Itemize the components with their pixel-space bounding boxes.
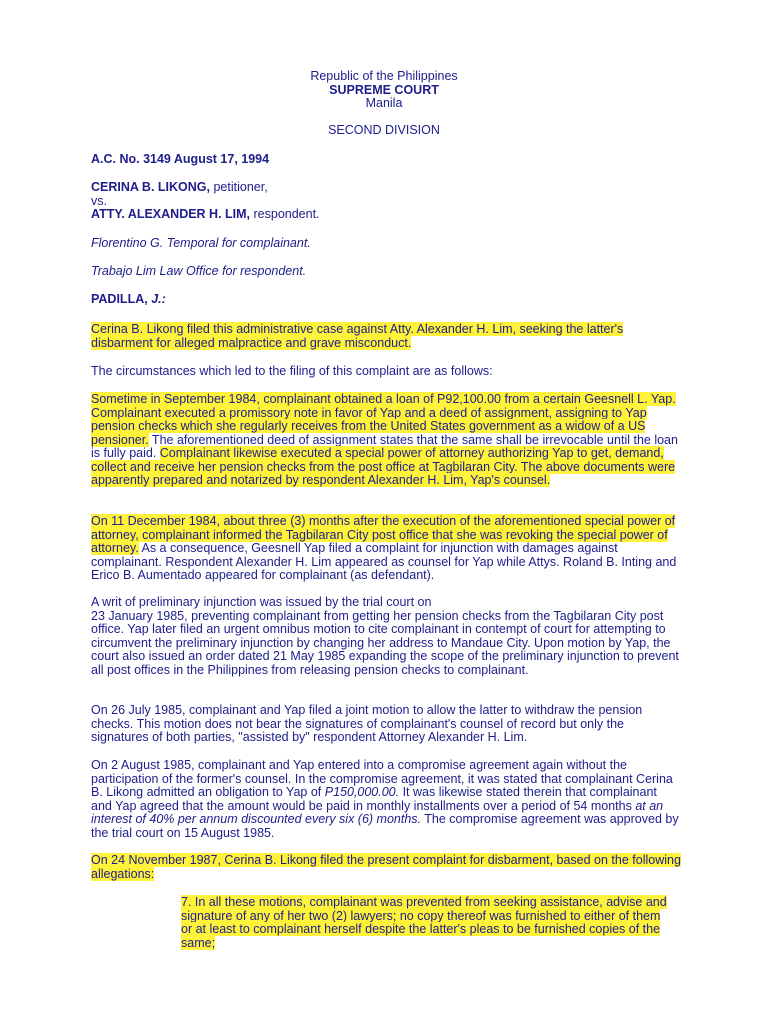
paragraph-5-rest: 23 January 1985, preventing complainant from getting her pension checks from the Tagbilaran City post office. Yap later filed an urgent omnibus motion to cite complainant in contempt of court for attempting to circumvent the preliminary injunction by changing her address to Mandaue City. Upon motion by Yap, the court also issued an order dated 21 May 1985 expanding the scope of the preliminary injunction to prevent all post offices in the Philippines from releasing pension checks to complainant. [91,608,679,677]
paragraph-3: Sometime in September 1984, complainant obtained a loan of P92,100.00 from a certain Geesnell L. Yap. Complainant executed a promissory note in favor of Yap and a deed of assignment, assigning to Yap pension checks which she regularly receives from the United States government as a widow of a US pensioner. The aforementioned deed of assignment states that the same shall be irrevocable until the loan is fully paid. Complainant likewise executed a special power of attorney authorizing Yap to get, demand, collect and receive her pension checks from the post office at Tagbilaran City. The above documents were apparently prepared and notarized by respondent Alexander H. Lim, Yap's counsel. [91,392,678,487]
paragraph-5 [91,596,681,677]
counsel-respondent: Trabajo Lim Law Office for respondent. [91,264,307,278]
paragraph-7: On 2 August 1985, complainant and Yap entered into a compromise agreement again without the participation of the former's counsel. In the compromise agreement, it was stated that complainant Cerina B. Likong admitted an obligation to Yap of P150,000.00. It was likewise stated therein that complainant and Yap agreed that the amount would be paid in monthly installments over a period of 54 months at an interest of 40% per annum discounted every six (6) months. The compromise agreement was approved by the trial court on 15 August 1985. [91,758,679,840]
petitioner-name: CERINA B. LIKONG, [91,180,210,194]
respondent-name: ATTY. ALEXANDER H. LIM, [91,207,251,221]
respondent-line [91,208,681,222]
paragraph-8: On 24 November 1987, Cerina B. Likong filed the present complaint for disbarment, based on the following allegations: [91,853,681,881]
paragraph-5-first-line: A writ of preliminary injunction was issued by the trial court on [91,595,432,609]
counsel-complainant: Florentino G. Temporal for complainant. [91,236,311,250]
court-name: SUPREME COURT [329,82,439,97]
respondent-role: respondent. [250,207,320,221]
petitioner-role: petitioner, [209,180,268,194]
paragraph-4: On 11 December 1984, about three (3) months after the execution of the aforementioned special power of attorney, complainant informed the Tagbilaran City post office that she was revoking the special power of attorney. As a consequence, Geesnell Yap filed a complaint for injunction with damages against complainant. Respondent Alexander H. Lim appeared as counsel for Yap while Attys. Roland B. Inting and Erico B. Aumentado appeared for complainant (as defendant). [91,514,677,582]
court-header [0,70,768,111]
court-city: Manila [365,96,403,110]
case-number: A.C. No. 3149 August 17, 1994 [91,152,270,166]
quoted-allegation-7: 7. In all these motions, complainant was prevented from seeking assistance, advise and signature of any of her two (2) lawyers; no copy thereof was furnished to either of them or at least to complainant herself despite the latter's pleas to be furnished copies of the same; [181,895,667,950]
division-title: SECOND DIVISION [328,123,440,137]
versus: vs. [91,193,107,208]
parties [91,181,681,222]
paragraph-6: On 26 July 1985, complainant and Yap filed a joint motion to allow the latter to withdraw the pension checks. This motion does not bear the signatures of complainant's counsel of record but only the signatures of both parties, "assisted by" respondent Attorney Alexander H. Lim. [91,703,643,744]
republic-line: Republic of the Philippines [310,69,458,83]
paragraph-1: Cerina B. Likong filed this administrative case against Atty. Alexander H. Lim, seeking the latter's disbarment for alleged malpractice and grave misconduct. [91,322,624,350]
petitioner-line [91,181,681,195]
paragraph-2: The circumstances which led to the filing of this complaint are as follows: [91,364,493,378]
ponente: PADILLA, J.: [91,292,166,306]
